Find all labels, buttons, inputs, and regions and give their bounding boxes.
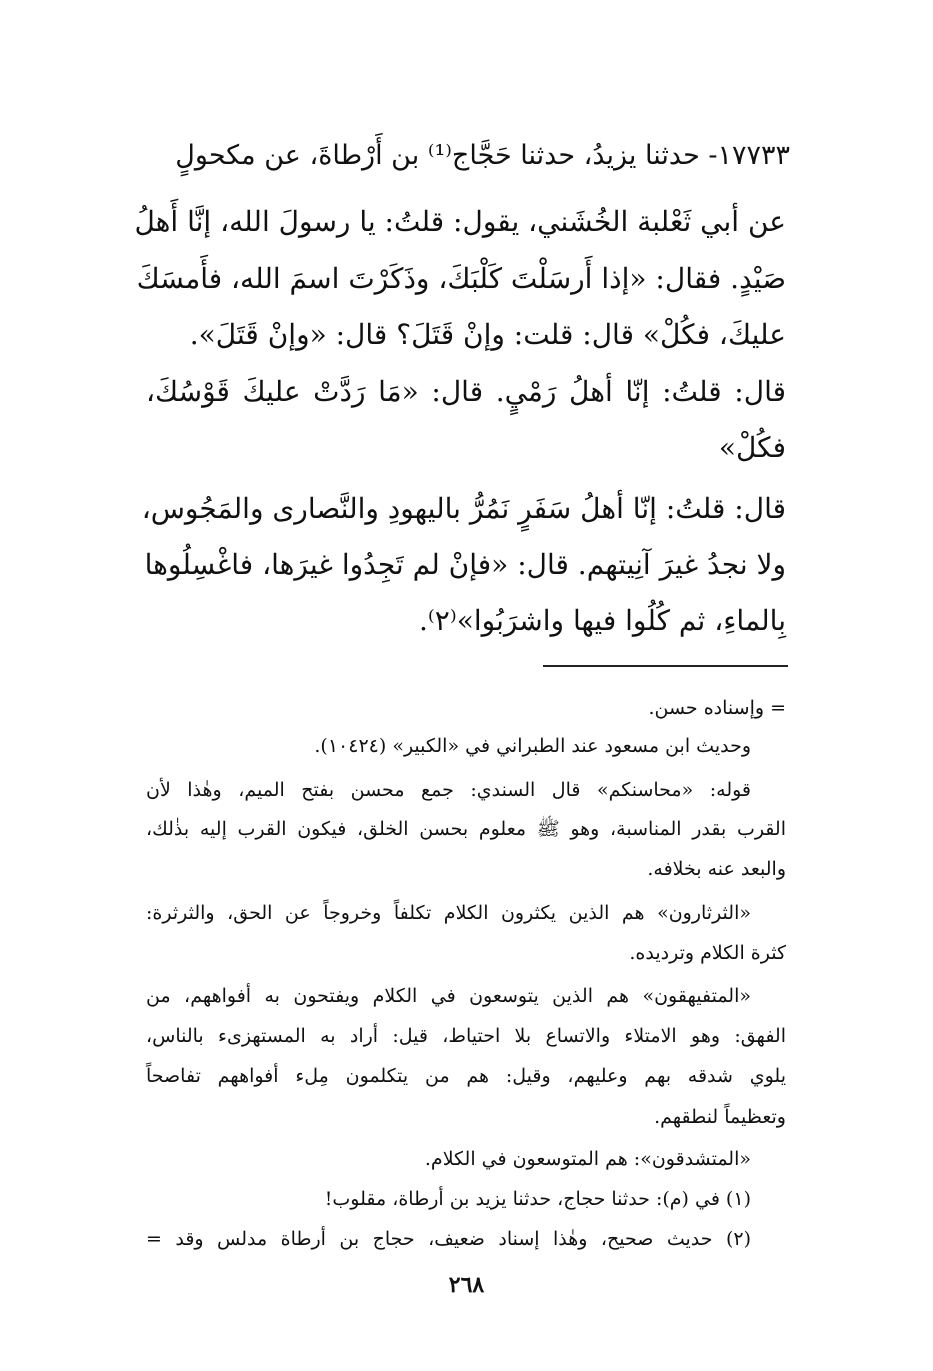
- footnote-line: كثرة الكلام وترديده.: [629, 942, 786, 964]
- footnote-line: = وإسناده حسن.: [648, 697, 786, 719]
- hadith-text-line: بِالماءِ، ثم كُلُوا فيها واشرَبُوا»⁽٢⁾.: [418, 604, 786, 637]
- footnote-line: «المتشدقون»: هم المتوسعون في الكلام.: [424, 1148, 751, 1170]
- hadith-text-line: قال: قلتُ: إنّا أهلُ سَفَرٍ نَمُرُّ باليهودِ والنَّصارى والمَجُوس،: [141, 492, 786, 525]
- hadith-text-line: عليكَ، فكُلْ» قال: قلت: وإنْ قَتَلَ؟ قال: «وإنْ قَتَلَ».: [189, 318, 786, 351]
- footnote-line: وتعظيماً لنطقهم.: [654, 1106, 786, 1128]
- footnote-line: (٢) حديث صحيح، وهٰذا إسناد ضعيف، حجاج بن أرطاة مدلس وقد =: [146, 1228, 751, 1250]
- page-number: ٢٦٨: [448, 1272, 485, 1298]
- footnote-line: يلوي شدقه بهم وعليهم، وقيل: هم من يتكلمون مِلء أفواههم تفاصحاً: [146, 1065, 786, 1087]
- hadith-text-line: فكُلْ»: [718, 431, 786, 464]
- footnote-divider: [543, 665, 788, 667]
- hadith-text-line: عن أبي ثَعْلبة الخُشَني، يقول: قلتُ: يا رسولَ الله، إنَّا أَهلُ: [134, 205, 786, 238]
- footnote-line: (١) في (م): حدثنا حجاج، حدثنا يزيد بن أرطاة، مقلوب!: [324, 1188, 751, 1210]
- hadith-text-line: قال: قلتُ: إنّا أهلُ رَمْيٍ. قال: «مَا رَدَّتْ عليكَ قَوْسُكَ،: [146, 375, 786, 408]
- hadith-text-line: صَيْدٍ. فقال: «إذا أَرسَلْتَ كَلْبَكَ، وذَكَرْتَ اسمَ الله، فأَمسَكَ: [136, 262, 786, 295]
- footnote-line: وحديث ابن مسعود عند الطبراني في «الكبير» (١٠٤٢٤).: [314, 735, 751, 757]
- footnote-line: القرب بقدر المناسبة، وهو ﷺ معلوم بحسن الخلق، فيكون القرب إليه بذٰلك،: [146, 818, 786, 840]
- footnote-line: والبعد عنه بخلافه.: [647, 858, 786, 880]
- footnote-line: قوله: «محاسنكم» قال السندي: جمع محسن بفتح الميم، وهٰذا لأن: [146, 779, 751, 801]
- hadith-text-line: ولا نجدُ غيرَ آنِيتهم. قال: «فإنْ لم تَجِدُوا غيرَها، فاغْسِلُوها: [144, 548, 786, 581]
- footnote-line: «المتفيهقون» هم الذين يتوسعون في الكلام ويفتحون به أفواههم، من: [146, 985, 751, 1007]
- footnote-line: «الثرثارون» هم الذين يكثرون الكلام تكلفاً وخروجاً عن الحق، والثرثرة:: [146, 902, 751, 924]
- hadith-heading-line: ١٧٧٣٣- حدثنا يزيدُ، حدثنا حَجَّاج⁽¹⁾ بن أَرْطاةَ، عن مكحولٍ: [175, 140, 790, 171]
- footnote-line: الفهق: وهو الامتلاء والاتساع بلا احتياط، قيل: أراد به المستهزىء بالناس،: [146, 1025, 786, 1047]
